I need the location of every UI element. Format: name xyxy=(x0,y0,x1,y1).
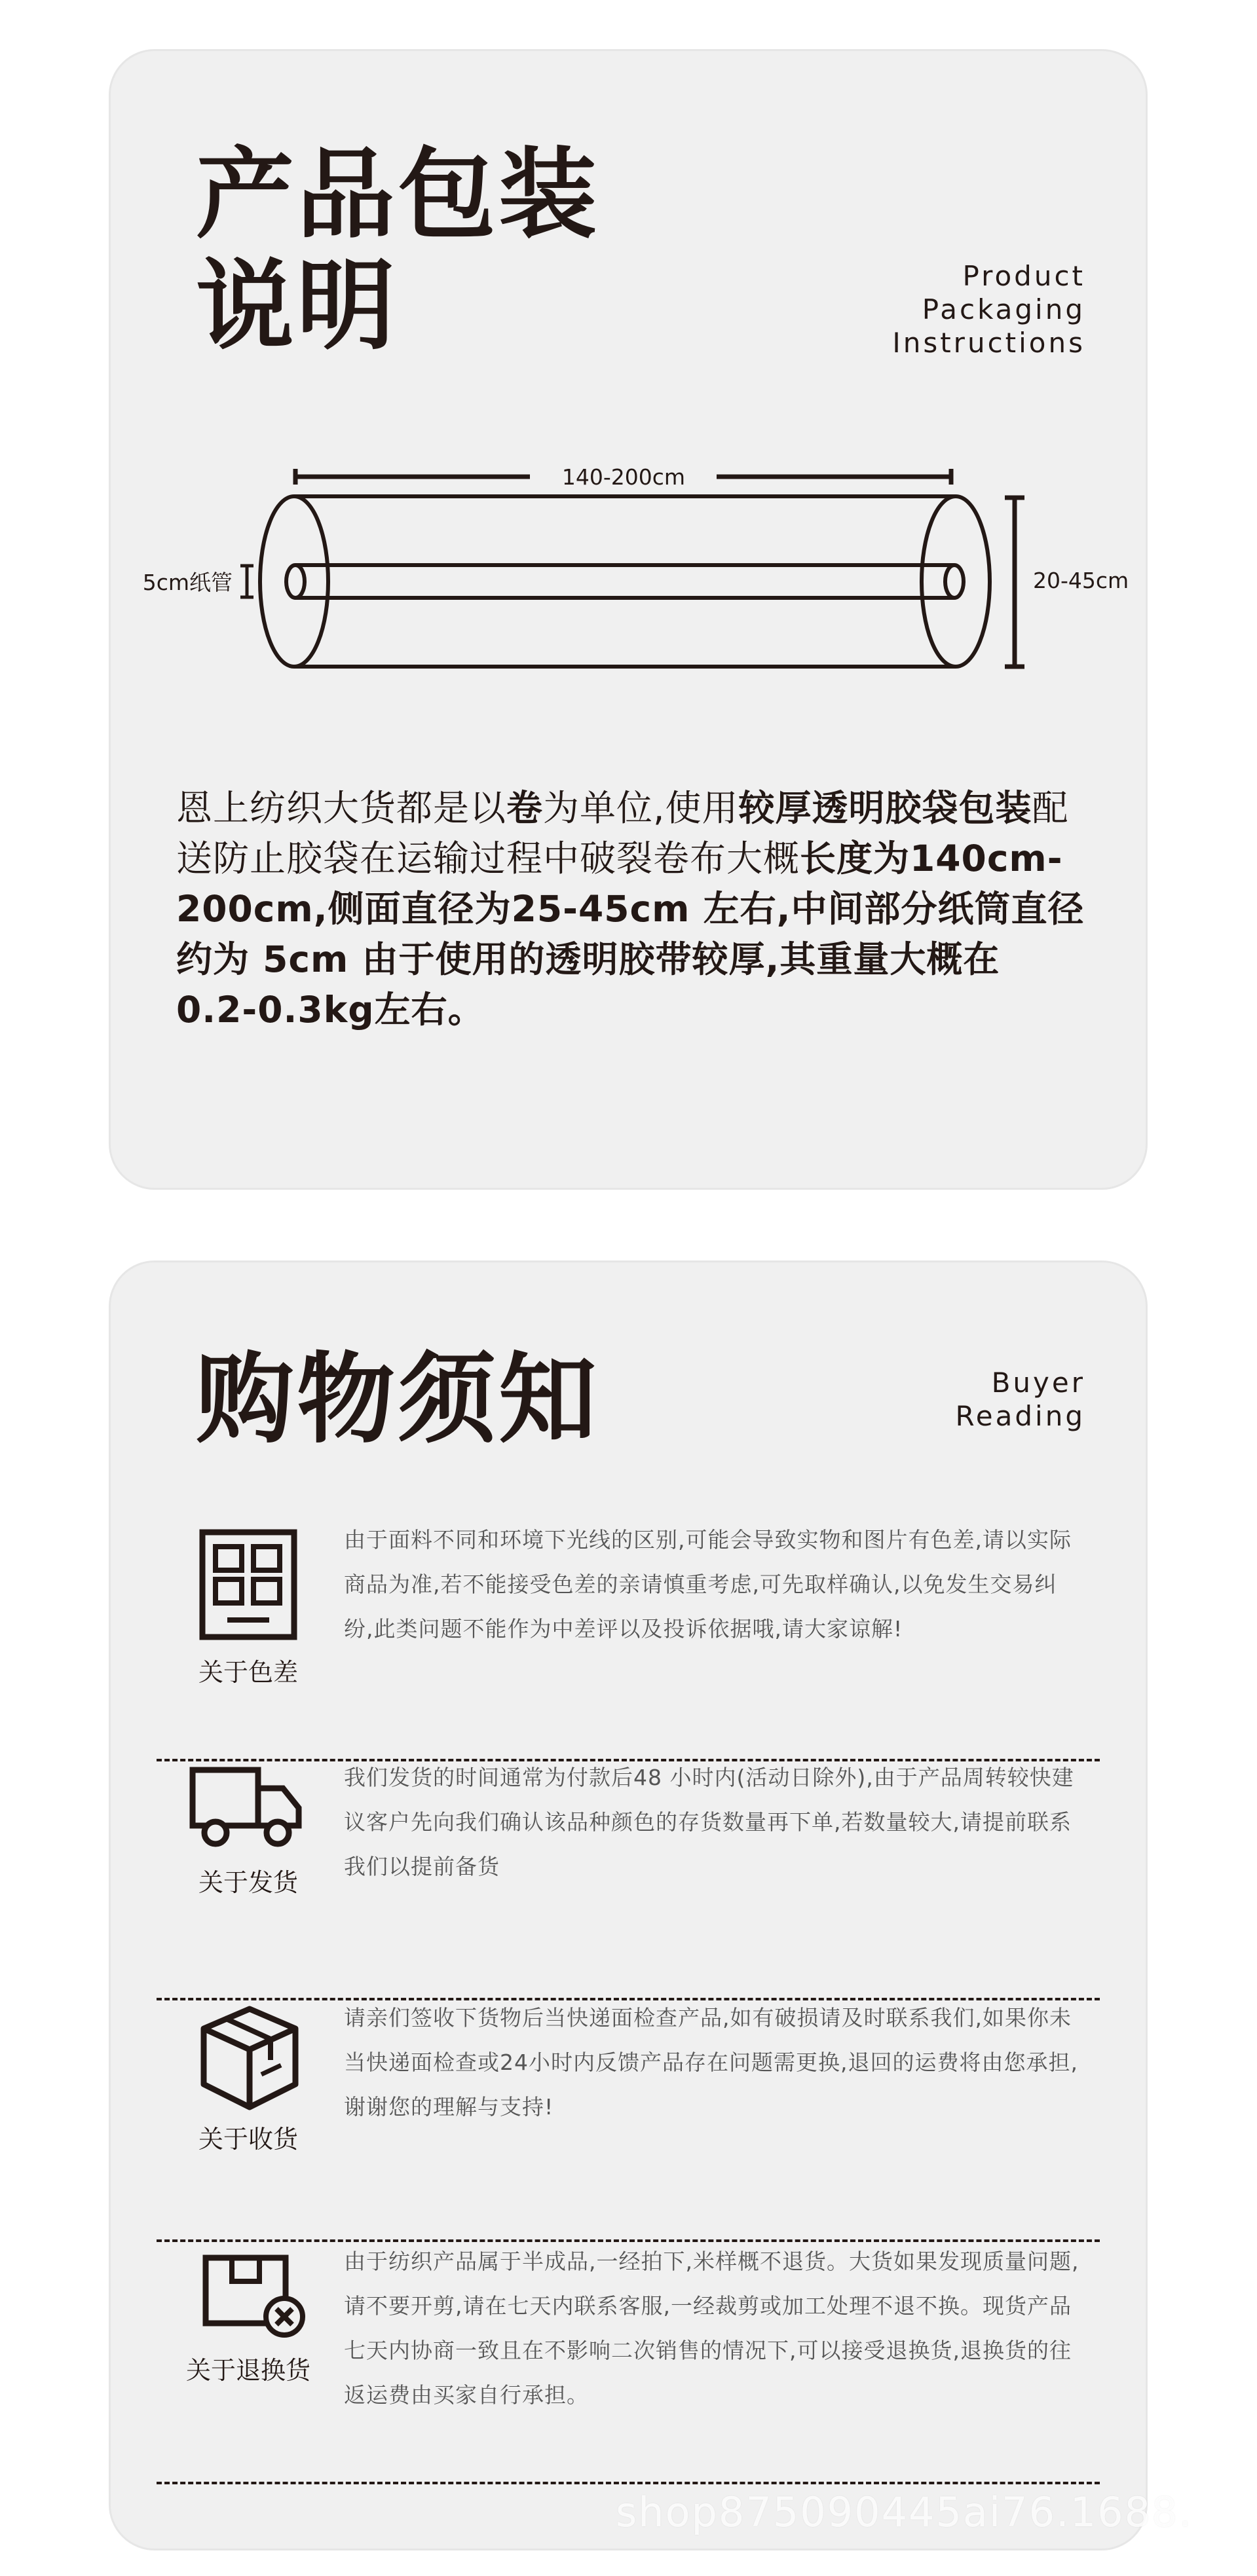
packaging-en-title xyxy=(892,259,1085,359)
buyer-reading-card xyxy=(109,1260,1148,2550)
buyer-en-title xyxy=(956,1366,1085,1433)
notice-label: 关于发货 xyxy=(198,1868,298,1897)
description-bold-segment: 较厚透明胶袋包装 xyxy=(738,787,1032,829)
notice-receiving xyxy=(111,2002,1150,2241)
buyer-title: 购物须知 xyxy=(196,1343,600,1457)
roll-body xyxy=(260,496,990,667)
diameter-label: 20-45cm xyxy=(1033,568,1129,593)
notice-shipping xyxy=(111,1763,1150,2002)
return-box-icon xyxy=(199,2251,304,2369)
description-bold-segment: 长度为140cm-200cm,侧面直径为25-45cm 左右,中间部分纸筒直径约为 5cm 由于使用的透明胶带较厚,其重量大概在 0.2-0.3kg左右。 xyxy=(176,837,1085,1031)
description-segment: 配送防止胶袋在运输过程中破裂卷布大概 xyxy=(176,787,1069,879)
description-segment: 恩上纺织大货都是以 xyxy=(176,787,507,829)
diameter-dimension xyxy=(1005,498,1024,667)
en-title-line: Reading xyxy=(955,1400,1085,1432)
notice-text: 我们发货的时间通常为付款后48 小时内(活动日除外),由于产品周转较快建议客户先向我们确认该品种颜色的存货数量再下单,若数量较大,请提前联系我们以提前备货 xyxy=(344,1765,1074,1879)
notice-text: 由于面料不同和环境下光线的区别,可能会导致实物和图片有色差,请以实际商品为准,若不能接受色差的亲请慎重考虑,可先取样确认,以免发生交易纠纷,此类问题不能作为中差评以及投诉依据哦,请大家谅解! xyxy=(344,1527,1072,1642)
watermark: shop875090445ai76.1688. xyxy=(616,2488,1193,2536)
en-title-line: Product xyxy=(962,260,1085,292)
fabric-roll-diagram xyxy=(111,457,1150,765)
notice-label: 关于收货 xyxy=(198,2125,298,2154)
notice-label: 关于色差 xyxy=(198,1658,298,1687)
notice-text: 请亲们签收下货物后当快递面检查产品,如有破损请及时联系我们,如果你未当快递面检查或24小时内反馈产品存在问题需更换,退回的运费将由您承担,谢谢您的理解与支持! xyxy=(344,2005,1078,2120)
core-dimension xyxy=(240,566,253,597)
core-label: 5cm纸管 xyxy=(142,570,233,595)
description-segment: 为单位,使用 xyxy=(543,787,739,829)
length-label: 140-200cm xyxy=(561,464,686,490)
packaging-title-line2: 说明 xyxy=(196,249,398,363)
notice-return-exchange xyxy=(111,2245,1150,2484)
notice-label: 关于退换货 xyxy=(185,2356,310,2385)
package-box-icon xyxy=(197,2002,302,2120)
color-card-icon xyxy=(196,1524,301,1642)
en-title-line: Packaging xyxy=(922,293,1085,325)
packaging-description xyxy=(176,783,1093,1035)
description-bold-segment: 卷 xyxy=(506,787,544,829)
dashed-divider xyxy=(157,2482,1100,2484)
notice-color-difference xyxy=(111,1524,1150,1763)
en-title-line: Buyer xyxy=(991,1367,1085,1399)
packaging-card xyxy=(109,49,1148,1190)
delivery-truck-icon xyxy=(186,1763,304,1881)
en-title-line: Instructions xyxy=(892,327,1085,359)
packaging-title-line1: 产品包装 xyxy=(196,138,600,252)
notice-text: 由于纺织产品属于半成品,一经拍下,米样概不退货。大货如果发现质量问题,请不要开剪,请在七天内联系客服,一经裁剪或加工处理不退不换。现货产品七天内协商一致且在不影响二次销售的情况下,可以接受退换货,退换货的往返运费由买家自行承担。 xyxy=(344,2249,1079,2408)
